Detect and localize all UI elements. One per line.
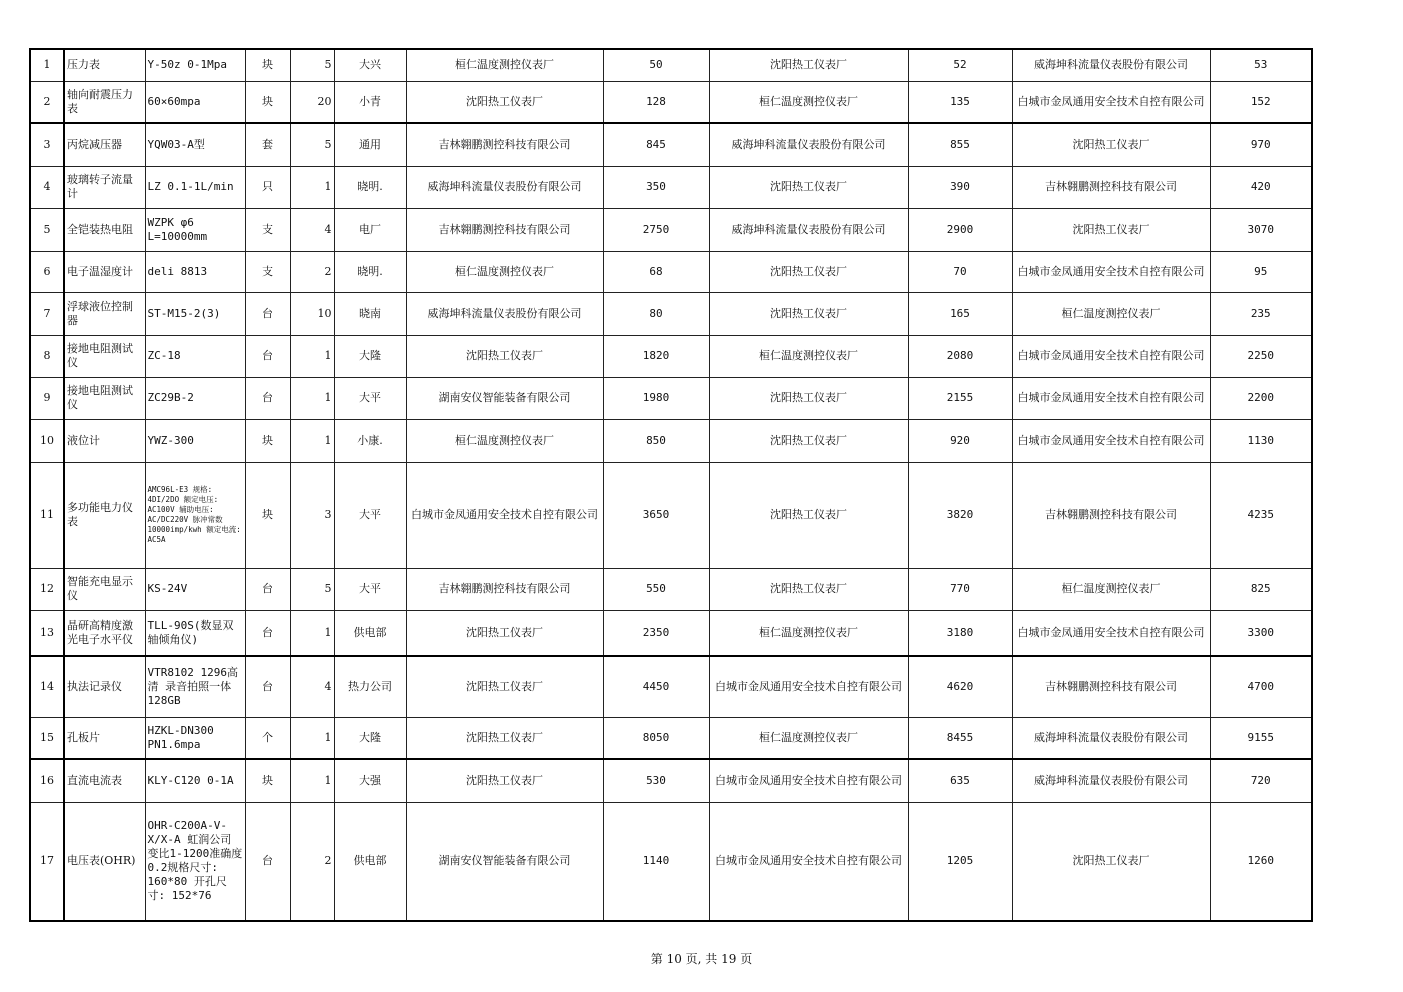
item-name: 接地电阻测试仪 bbox=[64, 335, 145, 377]
row-number: 4 bbox=[30, 166, 64, 208]
item-name: 玻璃转子流量计 bbox=[64, 166, 145, 208]
supplier-3: 白城市金凤通用安全技术自控有限公司 bbox=[1012, 377, 1210, 419]
table-row bbox=[30, 49, 1312, 81]
item-name: 多功能电力仪表 bbox=[64, 462, 145, 568]
price-1: 1980 bbox=[603, 377, 709, 419]
supplier-3: 桓仁温度测控仪表厂 bbox=[1012, 568, 1210, 610]
item-user: 大隆 bbox=[334, 335, 406, 377]
item-unit: 台 bbox=[245, 610, 290, 656]
item-quantity: 20 bbox=[290, 81, 334, 123]
price-2: 135 bbox=[908, 81, 1012, 123]
item-quantity: 1 bbox=[290, 335, 334, 377]
price-1: 80 bbox=[603, 292, 709, 335]
item-name: 全铠装热电阻 bbox=[64, 208, 145, 251]
item-quantity: 2 bbox=[290, 251, 334, 292]
price-2: 70 bbox=[908, 251, 1012, 292]
price-2: 4620 bbox=[908, 656, 1012, 717]
supplier-1: 吉林翱鹏测控科技有限公司 bbox=[406, 123, 603, 166]
price-3: 2250 bbox=[1210, 335, 1312, 377]
supplier-3: 桓仁温度测控仪表厂 bbox=[1012, 292, 1210, 335]
row-number: 1 bbox=[30, 49, 64, 81]
price-3: 3070 bbox=[1210, 208, 1312, 251]
item-name: 液位计 bbox=[64, 419, 145, 462]
price-3: 95 bbox=[1210, 251, 1312, 292]
supplier-2: 桓仁温度测控仪表厂 bbox=[709, 335, 908, 377]
supplier-1: 沈阳热工仪表厂 bbox=[406, 610, 603, 656]
row-number: 14 bbox=[30, 656, 64, 717]
item-user: 供电部 bbox=[334, 610, 406, 656]
table-row bbox=[30, 166, 1312, 208]
price-1: 530 bbox=[603, 759, 709, 802]
price-1: 845 bbox=[603, 123, 709, 166]
item-unit: 支 bbox=[245, 251, 290, 292]
supplier-3: 吉林翱鹏测控科技有限公司 bbox=[1012, 462, 1210, 568]
price-1: 1140 bbox=[603, 802, 709, 921]
supplier-2: 桓仁温度测控仪表厂 bbox=[709, 610, 908, 656]
table-row bbox=[30, 759, 1312, 802]
item-name: 压力表 bbox=[64, 49, 145, 81]
supplier-1: 沈阳热工仪表厂 bbox=[406, 656, 603, 717]
item-user: 小康. bbox=[334, 419, 406, 462]
item-unit: 台 bbox=[245, 335, 290, 377]
supplier-1: 桓仁温度测控仪表厂 bbox=[406, 251, 603, 292]
table-row bbox=[30, 656, 1312, 717]
table-row bbox=[30, 251, 1312, 292]
supplier-2: 沈阳热工仪表厂 bbox=[709, 166, 908, 208]
supplier-3: 威海坤科流量仪表股份有限公司 bbox=[1012, 759, 1210, 802]
price-2: 8455 bbox=[908, 717, 1012, 759]
supplier-2: 沈阳热工仪表厂 bbox=[709, 377, 908, 419]
row-number: 5 bbox=[30, 208, 64, 251]
supplier-3: 吉林翱鹏测控科技有限公司 bbox=[1012, 166, 1210, 208]
item-name: 晶研高精度激光电子水平仪 bbox=[64, 610, 145, 656]
supplier-2: 桓仁温度测控仪表厂 bbox=[709, 81, 908, 123]
item-spec: AMC96L-E3 规格: 4DI/2DO 额定电压: AC100V 辅助电压: AC/DC220V 脉冲常数 10000imp/kwh 额定电流: AC5A bbox=[145, 462, 245, 568]
item-user: 晓明. bbox=[334, 166, 406, 208]
supplier-1: 吉林翱鹏测控科技有限公司 bbox=[406, 568, 603, 610]
item-spec: Y-50z 0-1Mpa bbox=[145, 49, 245, 81]
row-number: 9 bbox=[30, 377, 64, 419]
item-name: 轴向耐震压力表 bbox=[64, 81, 145, 123]
supplier-2: 白城市金凤通用安全技术自控有限公司 bbox=[709, 656, 908, 717]
item-name: 浮球液位控制器 bbox=[64, 292, 145, 335]
row-number: 16 bbox=[30, 759, 64, 802]
price-2: 2080 bbox=[908, 335, 1012, 377]
price-3: 1260 bbox=[1210, 802, 1312, 921]
price-1: 350 bbox=[603, 166, 709, 208]
item-name: 孔板片 bbox=[64, 717, 145, 759]
price-3: 970 bbox=[1210, 123, 1312, 166]
supplier-1: 沈阳热工仪表厂 bbox=[406, 81, 603, 123]
item-quantity: 1 bbox=[290, 377, 334, 419]
price-2: 3180 bbox=[908, 610, 1012, 656]
row-number: 6 bbox=[30, 251, 64, 292]
item-spec: YWZ-300 bbox=[145, 419, 245, 462]
price-1: 128 bbox=[603, 81, 709, 123]
item-user: 晓南 bbox=[334, 292, 406, 335]
supplier-2: 沈阳热工仪表厂 bbox=[709, 49, 908, 81]
table-row bbox=[30, 568, 1312, 610]
supplier-3: 吉林翱鹏测控科技有限公司 bbox=[1012, 656, 1210, 717]
supplier-2: 沈阳热工仪表厂 bbox=[709, 419, 908, 462]
item-spec: KS-24V bbox=[145, 568, 245, 610]
item-unit: 个 bbox=[245, 717, 290, 759]
item-user: 晓明. bbox=[334, 251, 406, 292]
row-number: 2 bbox=[30, 81, 64, 123]
item-unit: 块 bbox=[245, 759, 290, 802]
item-quantity: 1 bbox=[290, 759, 334, 802]
item-name: 智能充电显示仪 bbox=[64, 568, 145, 610]
supplier-2: 桓仁温度测控仪表厂 bbox=[709, 717, 908, 759]
row-number: 13 bbox=[30, 610, 64, 656]
item-unit: 块 bbox=[245, 81, 290, 123]
price-3: 1130 bbox=[1210, 419, 1312, 462]
supplier-1: 湖南安仪智能装备有限公司 bbox=[406, 802, 603, 921]
table-row bbox=[30, 81, 1312, 123]
price-1: 4450 bbox=[603, 656, 709, 717]
item-unit: 块 bbox=[245, 462, 290, 568]
page-footer: 第 10 页, 共 19 页 bbox=[650, 952, 753, 966]
supplier-2: 白城市金凤通用安全技术自控有限公司 bbox=[709, 802, 908, 921]
item-quantity: 5 bbox=[290, 123, 334, 166]
item-user: 大平 bbox=[334, 377, 406, 419]
table-row bbox=[30, 377, 1312, 419]
table-row bbox=[30, 802, 1312, 921]
row-number: 12 bbox=[30, 568, 64, 610]
item-name: 丙烷减压器 bbox=[64, 123, 145, 166]
price-2: 635 bbox=[908, 759, 1012, 802]
price-3: 152 bbox=[1210, 81, 1312, 123]
item-spec: ZC-18 bbox=[145, 335, 245, 377]
price-2: 390 bbox=[908, 166, 1012, 208]
item-quantity: 4 bbox=[290, 208, 334, 251]
supplier-2: 沈阳热工仪表厂 bbox=[709, 251, 908, 292]
item-user: 通用 bbox=[334, 123, 406, 166]
item-spec: WZPK φ6 L=10000mm bbox=[145, 208, 245, 251]
table-row bbox=[30, 208, 1312, 251]
item-spec: YQW03-A型 bbox=[145, 123, 245, 166]
price-2: 2900 bbox=[908, 208, 1012, 251]
supplier-1: 桓仁温度测控仪表厂 bbox=[406, 49, 603, 81]
supplier-1: 湖南安仪智能装备有限公司 bbox=[406, 377, 603, 419]
supplier-1: 吉林翱鹏测控科技有限公司 bbox=[406, 208, 603, 251]
supplier-2: 威海坤科流量仪表股份有限公司 bbox=[709, 123, 908, 166]
price-1: 3650 bbox=[603, 462, 709, 568]
supplier-1: 沈阳热工仪表厂 bbox=[406, 717, 603, 759]
price-2: 855 bbox=[908, 123, 1012, 166]
price-3: 4235 bbox=[1210, 462, 1312, 568]
item-spec: KLY-C120 0-1A bbox=[145, 759, 245, 802]
price-1: 2750 bbox=[603, 208, 709, 251]
item-unit: 只 bbox=[245, 166, 290, 208]
item-user: 大兴 bbox=[334, 49, 406, 81]
supplier-3: 沈阳热工仪表厂 bbox=[1012, 802, 1210, 921]
supplier-2: 沈阳热工仪表厂 bbox=[709, 568, 908, 610]
row-number: 11 bbox=[30, 462, 64, 568]
item-unit: 块 bbox=[245, 419, 290, 462]
table-row bbox=[30, 335, 1312, 377]
price-2: 2155 bbox=[908, 377, 1012, 419]
item-name: 接地电阻测试仪 bbox=[64, 377, 145, 419]
supplier-2: 威海坤科流量仪表股份有限公司 bbox=[709, 208, 908, 251]
price-1: 850 bbox=[603, 419, 709, 462]
row-number: 10 bbox=[30, 419, 64, 462]
item-user: 大平 bbox=[334, 568, 406, 610]
supplier-3: 沈阳热工仪表厂 bbox=[1012, 123, 1210, 166]
supplier-2: 白城市金凤通用安全技术自控有限公司 bbox=[709, 759, 908, 802]
supplier-1: 桓仁温度测控仪表厂 bbox=[406, 419, 603, 462]
price-2: 1205 bbox=[908, 802, 1012, 921]
item-spec: 60×60mpa bbox=[145, 81, 245, 123]
item-unit: 台 bbox=[245, 802, 290, 921]
item-user: 热力公司 bbox=[334, 656, 406, 717]
supplier-3: 白城市金凤通用安全技术自控有限公司 bbox=[1012, 251, 1210, 292]
item-unit: 套 bbox=[245, 123, 290, 166]
price-3: 825 bbox=[1210, 568, 1312, 610]
item-quantity: 5 bbox=[290, 49, 334, 81]
table-row bbox=[30, 419, 1312, 462]
price-1: 68 bbox=[603, 251, 709, 292]
price-3: 3300 bbox=[1210, 610, 1312, 656]
supplier-3: 白城市金凤通用安全技术自控有限公司 bbox=[1012, 419, 1210, 462]
item-spec: ST-M15-2(3) bbox=[145, 292, 245, 335]
item-unit: 块 bbox=[245, 49, 290, 81]
table-row bbox=[30, 610, 1312, 656]
price-2: 770 bbox=[908, 568, 1012, 610]
supplier-2: 沈阳热工仪表厂 bbox=[709, 292, 908, 335]
price-3: 53 bbox=[1210, 49, 1312, 81]
supplier-1: 白城市金凤通用安全技术自控有限公司 bbox=[406, 462, 603, 568]
price-comparison-table bbox=[29, 48, 1313, 922]
item-spec: HZKL-DN300 PN1.6mpa bbox=[145, 717, 245, 759]
price-3: 4700 bbox=[1210, 656, 1312, 717]
table-row bbox=[30, 123, 1312, 166]
item-user: 供电部 bbox=[334, 802, 406, 921]
item-quantity: 1 bbox=[290, 610, 334, 656]
price-3: 2200 bbox=[1210, 377, 1312, 419]
supplier-3: 威海坤科流量仪表股份有限公司 bbox=[1012, 717, 1210, 759]
item-quantity: 4 bbox=[290, 656, 334, 717]
price-1: 50 bbox=[603, 49, 709, 81]
supplier-2: 沈阳热工仪表厂 bbox=[709, 462, 908, 568]
item-quantity: 2 bbox=[290, 802, 334, 921]
item-name: 电压表(OHR) bbox=[64, 802, 145, 921]
item-spec: deli 8813 bbox=[145, 251, 245, 292]
price-1: 8050 bbox=[603, 717, 709, 759]
item-quantity: 5 bbox=[290, 568, 334, 610]
row-number: 15 bbox=[30, 717, 64, 759]
supplier-1: 沈阳热工仪表厂 bbox=[406, 335, 603, 377]
supplier-3: 白城市金凤通用安全技术自控有限公司 bbox=[1012, 335, 1210, 377]
table-row bbox=[30, 717, 1312, 759]
table-row bbox=[30, 462, 1312, 568]
item-quantity: 1 bbox=[290, 166, 334, 208]
price-3: 9155 bbox=[1210, 717, 1312, 759]
price-2: 165 bbox=[908, 292, 1012, 335]
price-1: 1820 bbox=[603, 335, 709, 377]
supplier-3: 沈阳热工仪表厂 bbox=[1012, 208, 1210, 251]
item-unit: 台 bbox=[245, 377, 290, 419]
row-number: 17 bbox=[30, 802, 64, 921]
supplier-3: 威海坤科流量仪表股份有限公司 bbox=[1012, 49, 1210, 81]
item-spec: LZ 0.1-1L/min bbox=[145, 166, 245, 208]
item-spec: TLL-90S(数显双轴倾角仪) bbox=[145, 610, 245, 656]
item-unit: 台 bbox=[245, 292, 290, 335]
item-quantity: 1 bbox=[290, 717, 334, 759]
item-quantity: 3 bbox=[290, 462, 334, 568]
item-name: 电子温湿度计 bbox=[64, 251, 145, 292]
item-user: 大强 bbox=[334, 759, 406, 802]
price-1: 2350 bbox=[603, 610, 709, 656]
table-row bbox=[30, 292, 1312, 335]
item-user: 大平 bbox=[334, 462, 406, 568]
row-number: 3 bbox=[30, 123, 64, 166]
item-quantity: 1 bbox=[290, 419, 334, 462]
item-user: 小青 bbox=[334, 81, 406, 123]
item-name: 执法记录仪 bbox=[64, 656, 145, 717]
price-2: 3820 bbox=[908, 462, 1012, 568]
item-name: 直流电流表 bbox=[64, 759, 145, 802]
price-3: 420 bbox=[1210, 166, 1312, 208]
item-unit: 支 bbox=[245, 208, 290, 251]
item-user: 大隆 bbox=[334, 717, 406, 759]
price-2: 52 bbox=[908, 49, 1012, 81]
row-number: 7 bbox=[30, 292, 64, 335]
supplier-1: 沈阳热工仪表厂 bbox=[406, 759, 603, 802]
price-3: 720 bbox=[1210, 759, 1312, 802]
supplier-3: 白城市金凤通用安全技术自控有限公司 bbox=[1012, 81, 1210, 123]
supplier-3: 白城市金凤通用安全技术自控有限公司 bbox=[1012, 610, 1210, 656]
item-spec: ZC29B-2 bbox=[145, 377, 245, 419]
item-spec: VTR8102 1296高清 录音拍照一体 128GB bbox=[145, 656, 245, 717]
row-number: 8 bbox=[30, 335, 64, 377]
price-3: 235 bbox=[1210, 292, 1312, 335]
item-quantity: 10 bbox=[290, 292, 334, 335]
supplier-1: 威海坤科流量仪表股份有限公司 bbox=[406, 292, 603, 335]
item-unit: 台 bbox=[245, 656, 290, 717]
price-2: 920 bbox=[908, 419, 1012, 462]
item-user: 电厂 bbox=[334, 208, 406, 251]
item-spec: OHR-C200A-V-X/X-A 虹润公司 变比1-1200准确度0.2规格尺寸: 160*80 开孔尺寸: 152*76 bbox=[145, 802, 245, 921]
item-unit: 台 bbox=[245, 568, 290, 610]
supplier-1: 威海坤科流量仪表股份有限公司 bbox=[406, 166, 603, 208]
price-1: 550 bbox=[603, 568, 709, 610]
